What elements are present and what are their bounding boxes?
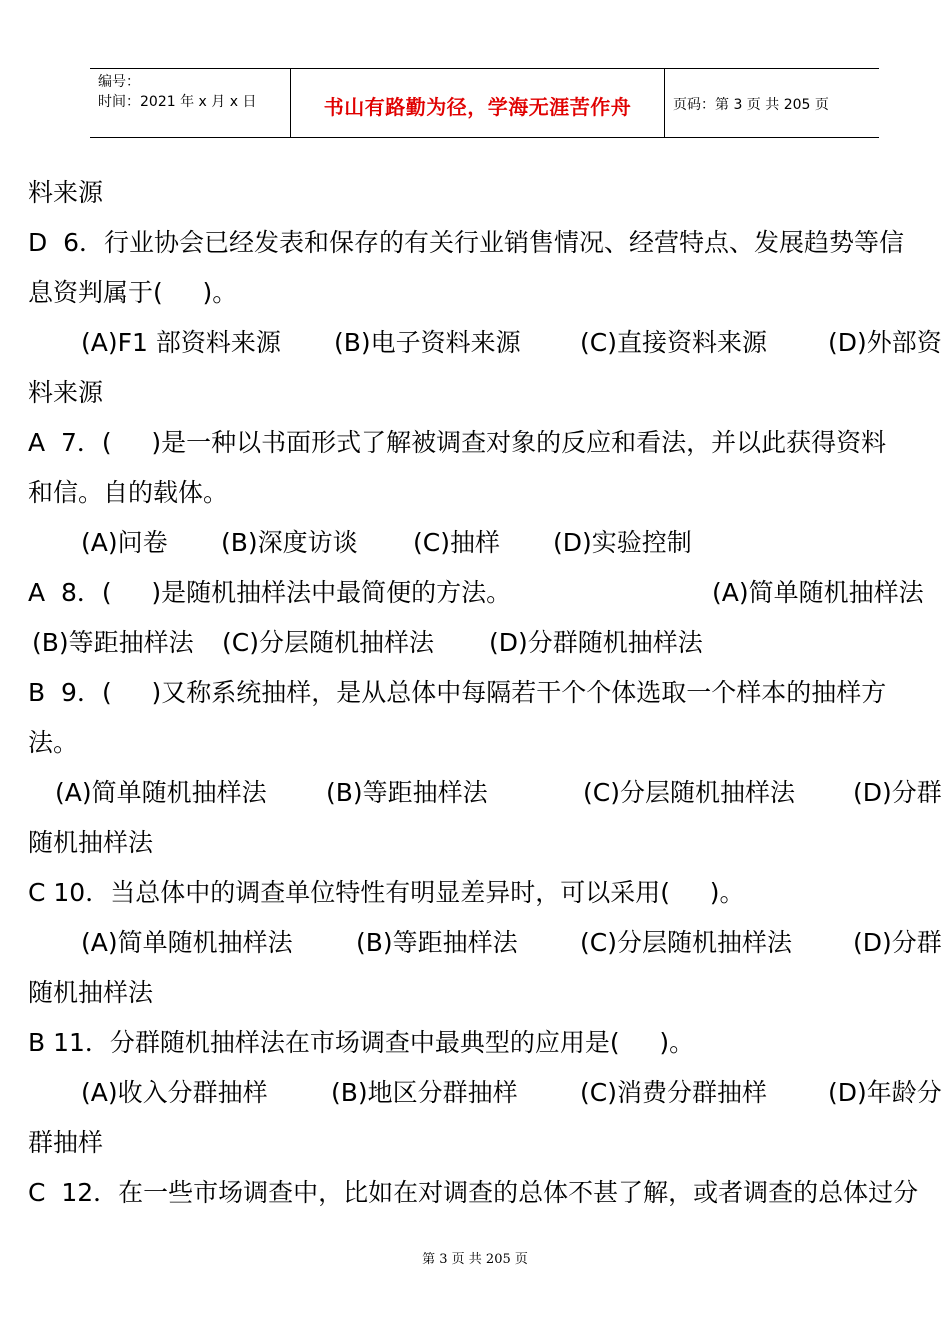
text-line: 料来源 bbox=[28, 378, 104, 407]
document-header-table bbox=[90, 68, 879, 138]
option-d: (D)实验控制 bbox=[553, 528, 692, 557]
text-line: 息资判属于( )。 bbox=[28, 278, 238, 307]
option-d: (D)分群 bbox=[853, 928, 942, 957]
text-line: 随机抽样法 bbox=[28, 978, 154, 1007]
text-line: 随机抽样法 bbox=[28, 828, 154, 857]
page-info-label: 页码：第 3 页 共 205 页 bbox=[673, 97, 829, 113]
header-left-cell bbox=[90, 69, 290, 137]
header-right-cell bbox=[664, 69, 879, 137]
option-c: (C)抽样 bbox=[413, 528, 500, 557]
text-line: 料来源 bbox=[28, 178, 104, 207]
header-middle-cell bbox=[290, 69, 665, 137]
option-b: (B)等距抽样法 bbox=[32, 628, 194, 657]
question-7: A 7．( )是一种以书面形式了解被调查对象的反应和看法，并以此获得资料 bbox=[28, 428, 887, 457]
text-line: 和信。自的载体。 bbox=[28, 478, 229, 507]
page-footer: 第 3 页 共 205 页 bbox=[422, 1252, 528, 1267]
option-b: (B)深度访谈 bbox=[221, 528, 358, 557]
option-b: (B)等距抽样法 bbox=[326, 778, 488, 807]
question-9: B 9．( )又称系统抽样，是从总体中每隔若干个个体选取一个样本的抽样方 bbox=[28, 678, 887, 707]
option-b: (B)电子资料来源 bbox=[334, 328, 521, 357]
question-10: C 10．当总体中的调查单位特性有明显差异时，可以采用( )。 bbox=[28, 878, 745, 907]
date-label: 时间：2021 年 x 月 x 日 bbox=[98, 94, 257, 110]
serial-number-label: 编号： bbox=[98, 74, 140, 90]
option-b: (B)等距抽样法 bbox=[356, 928, 518, 957]
option-d: (D)年龄分 bbox=[828, 1078, 942, 1107]
motto-text: 书山有路勤为径，学海无涯苦作舟 bbox=[323, 95, 632, 119]
question-12: C 12．在一些市场调查中，比如在对调查的总体不甚了解，或者调查的总体过分 bbox=[28, 1178, 919, 1207]
option-b: (B)地区分群抽样 bbox=[331, 1078, 518, 1107]
option-a: (A)简单随机抽样法 bbox=[712, 578, 924, 607]
option-c: (C)分层随机抽样法 bbox=[222, 628, 434, 657]
option-d: (D)分群随机抽样法 bbox=[489, 628, 703, 657]
question-8: A 8．( )是随机抽样法中最简便的方法。 bbox=[28, 578, 512, 607]
option-a: (A)收入分群抽样 bbox=[81, 1078, 268, 1107]
option-c: (C)分层随机抽样法 bbox=[580, 928, 792, 957]
text-line: 群抽样 bbox=[28, 1128, 104, 1157]
option-d: (D)外部资 bbox=[828, 328, 942, 357]
option-c: (C)分层随机抽样法 bbox=[583, 778, 795, 807]
option-a: (A)简单随机抽样法 bbox=[55, 778, 267, 807]
option-a: (A)简单随机抽样法 bbox=[81, 928, 293, 957]
option-c: (C)消费分群抽样 bbox=[580, 1078, 767, 1107]
question-6: D 6．行业协会已经发表和保存的有关行业销售情况、经营特点、发展趋势等信 bbox=[28, 228, 905, 257]
option-a: (A)F1 部资料来源 bbox=[81, 328, 281, 357]
text-line: 法。 bbox=[28, 728, 79, 757]
question-11: B 11．分群随机抽样法在市场调查中最典型的应用是( )。 bbox=[28, 1028, 695, 1057]
option-c: (C)直接资料来源 bbox=[580, 328, 767, 357]
option-d: (D)分群 bbox=[853, 778, 942, 807]
option-a: (A)问卷 bbox=[81, 528, 168, 557]
